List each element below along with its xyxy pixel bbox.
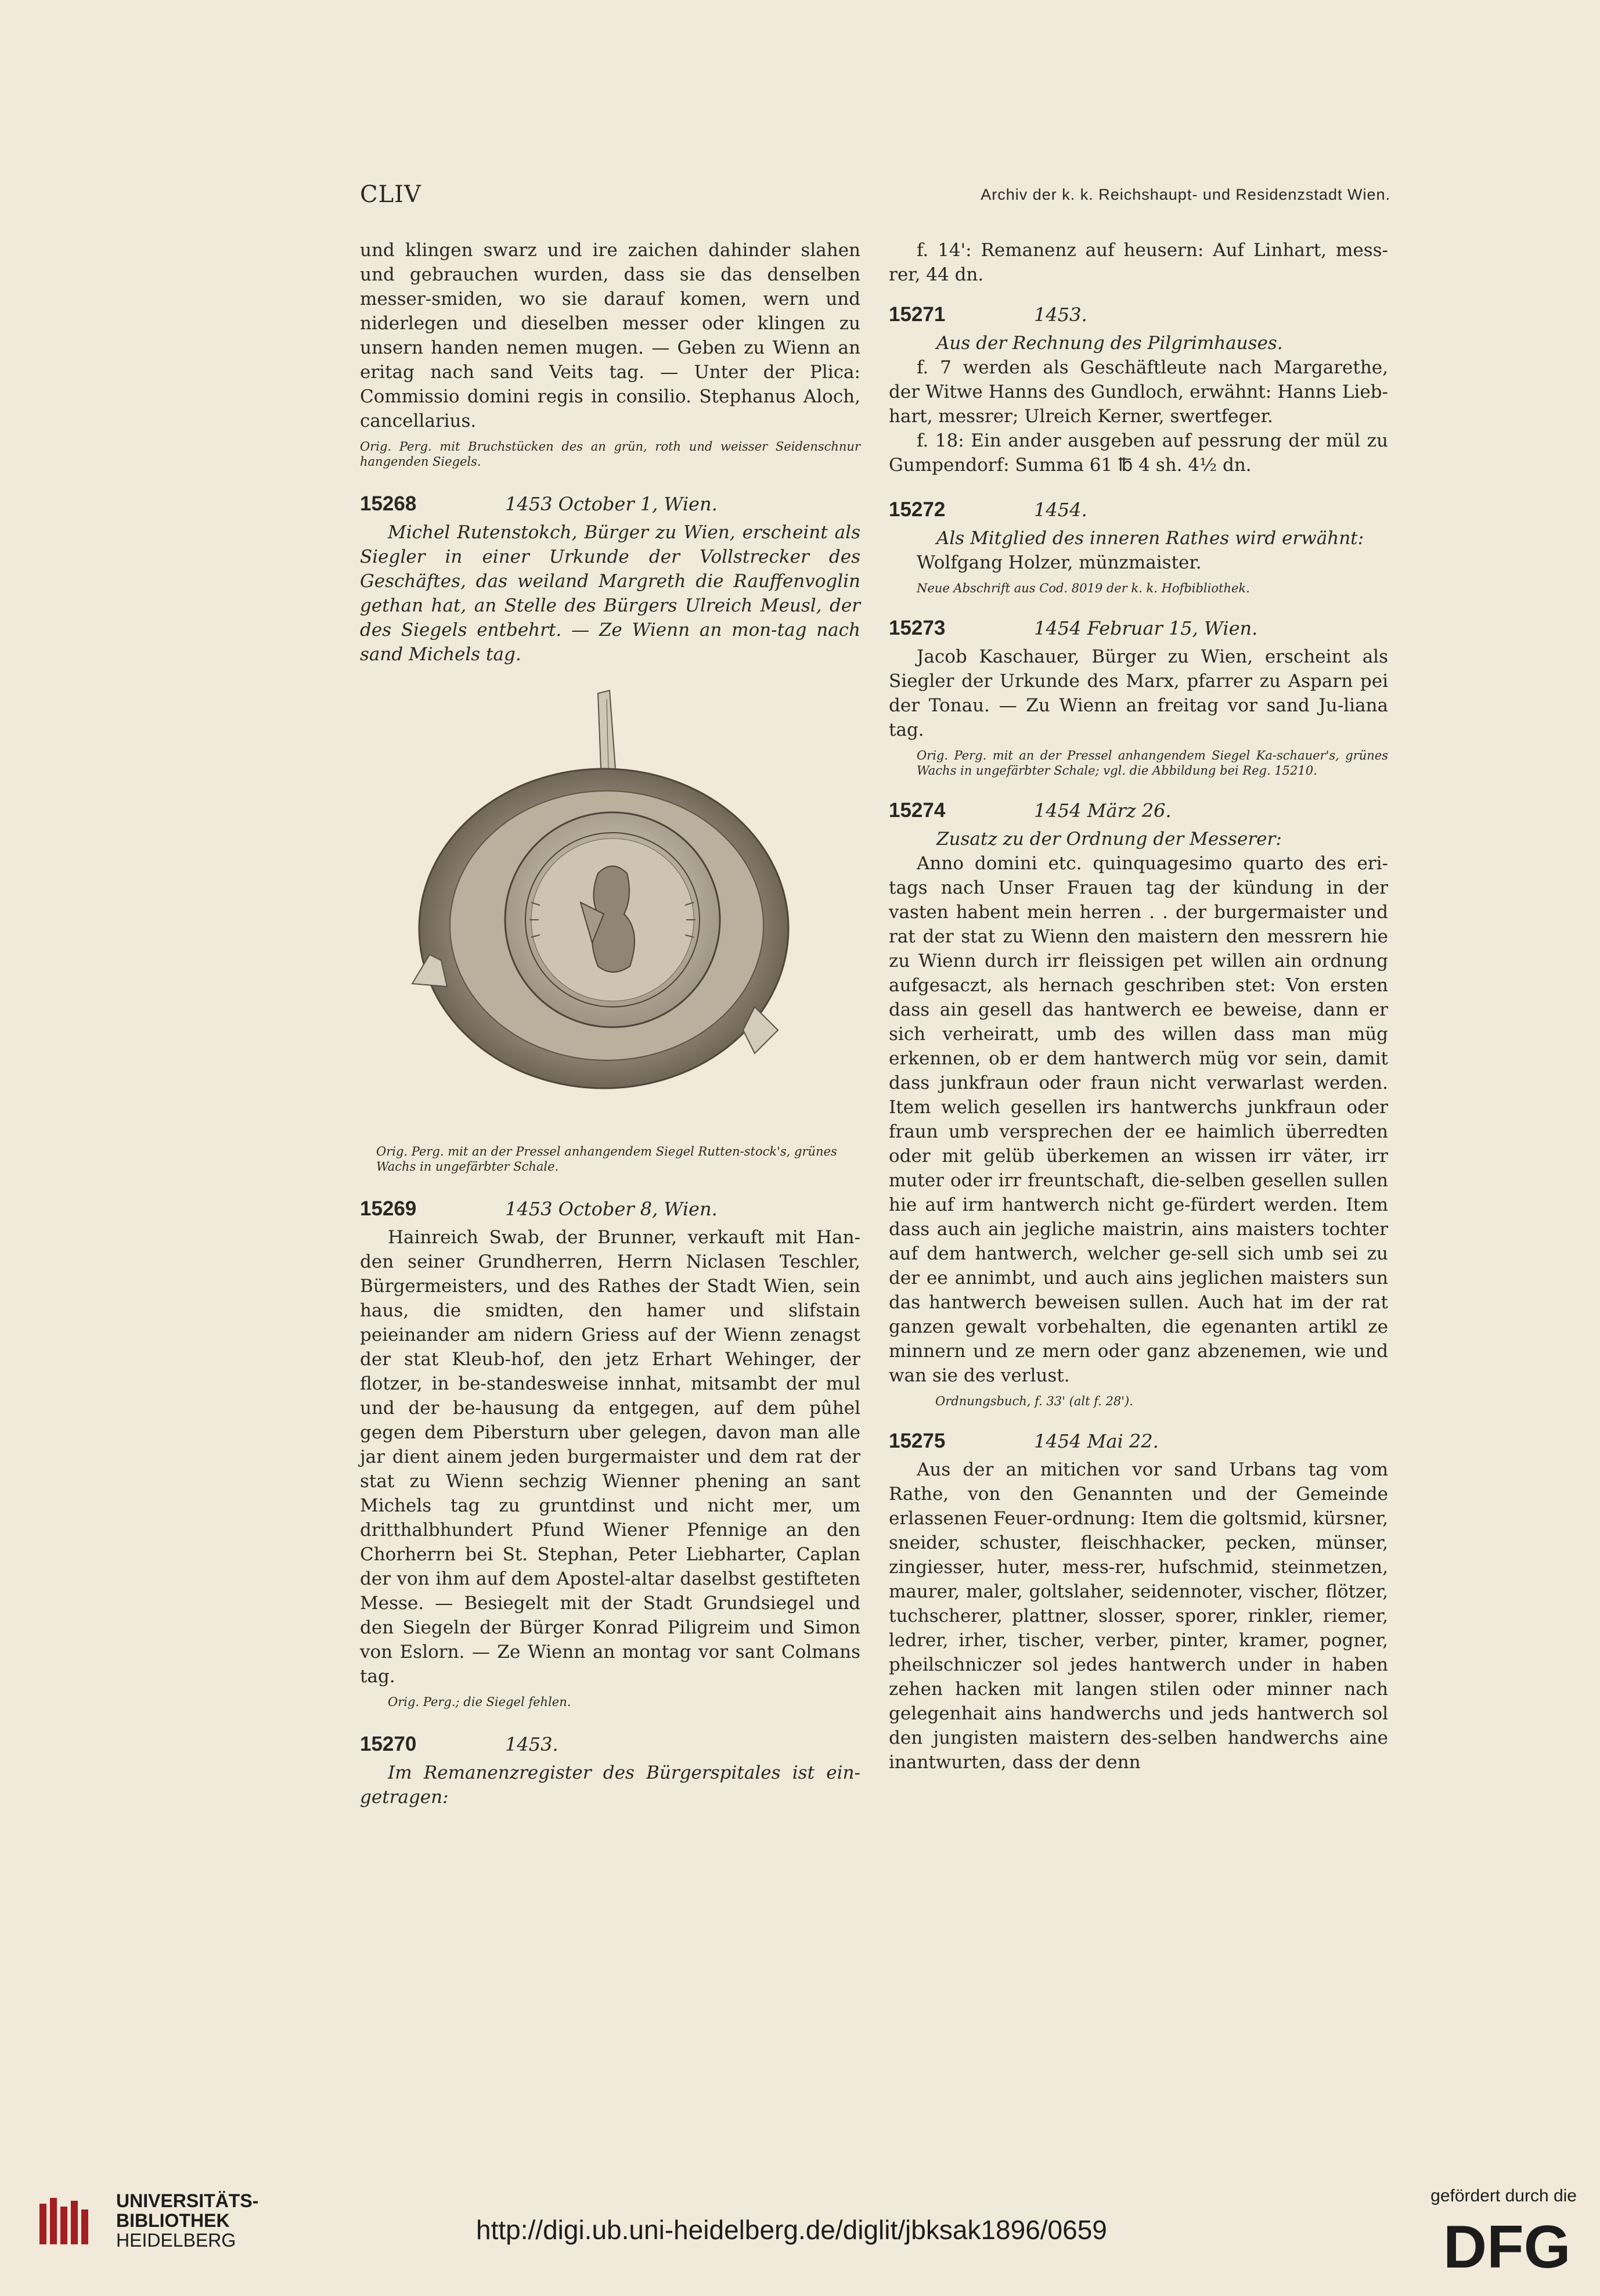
seal-icon: [406, 682, 813, 1123]
regest-15273-text: Jacob Kaschauer, Bürger zu Wien, erscheint als Siegler der Urkunde des Marx, pfarrer zu Asparn pei der Tonau. — Zu Wienn an freitag vor sand Ju-liana tag.: [889, 646, 1388, 740]
svg-text:DFG: DFG: [1443, 2215, 1571, 2273]
regest-15268-text: Michel Rutenstokch, Bürger zu Wien, erscheint als Siegler in einer Urkunde der Vollstrecker des Geschäftes, das weiland Margreth die Rauffenvoglin gethan hat, an Stelle des Bürgers Ulreich Meusl, der des Siegels entbehrt. — Ze Wienn an mon-tag nach sand Michels tag.: [360, 522, 860, 665]
regest-number: 15269: [360, 1197, 417, 1220]
page-header: [360, 181, 1390, 214]
regest-date: 1454 Februar 15, Wien.: [1034, 617, 1258, 639]
regest-15272-heading: [889, 498, 1388, 521]
regest-15271-text-2: f. 18: Ein ander ausgeben auf pessrung der mül zu Gumpendorf: Summa 61 ℔ 4 sh. 4½ dn.: [889, 430, 1388, 476]
library-line-3: HEIDELBERG: [116, 2230, 236, 2251]
regest-date: 1453 October 8, Wien.: [505, 1198, 718, 1220]
regest-15269-note: Orig. Perg.; die Siegel fehlen.: [388, 1695, 571, 1709]
seal-caption: Orig. Perg. mit an der Pressel anhangendem Siegel Rutten-stock's, grünes Wachs in ungefärbter Schale.: [376, 1145, 837, 1174]
regest-15269-text: Hainreich Swab, der Brunner, verkauft mit Han-den seiner Grundherren, Herrn Niclasen Teschler, Bürgermeisters, und des Rathes der Stadt Wien, sein haus, die smidten, den hamer und slifstain peieinander am nidern Griess auf der Wienn zenagst der stat Kleub-hof, den jetz Erhart Wehinger, der flotzer, in be-standesweise innhat, mitsambt der mul und der be-hausung da entgegen, auf dem pûhel gegen dem Pibersturn uber gelegen, davon man alle jar dient ainem jeden burgermaister und dem rat der stat zu Wienn sechzig Wienner phening an sant Michels tag zu gruntdinst und nicht mer, um dritthalbhundert Pfund Wiener Pfennige an den Chorherrn bei St. Stephan, Peter Liebharter, Caplan der von ihm auf dem Apostel-altar daselbst gestifteten Messe. — Besiegelt mit der Stadt Grundsiegel und den Siegeln der Bürger Konrad Piligreim und Simon von Eslorn. — Ze Wienn an montag vor sant Colmans tag.: [360, 1227, 860, 1687]
regest-number: 15270: [360, 1733, 417, 1755]
regest-15271-heading: [889, 303, 1388, 326]
library-line-2: BIBLIOTHEK: [116, 2210, 230, 2231]
regest-15272-text: Wolfgang Holzer, münzmaister.: [917, 552, 1202, 573]
funding-label: gefördert durch die: [1430, 2186, 1577, 2205]
right-intro-text: f. 14': Remanenz auf heusern: Auf Linhart, mess-rer, 44 dn.: [889, 240, 1388, 285]
permalink-url[interactable]: http://digi.ub.uni-heidelberg.de/diglit/jbksak1896/0659: [476, 2215, 1107, 2245]
right-column: [889, 238, 1388, 1775]
regest-number: 15275: [889, 1430, 946, 1452]
regest-15269-heading: [360, 1197, 860, 1221]
regest-15274-heading: [889, 799, 1388, 822]
regest-number: 15271: [889, 303, 946, 326]
university-library-logo-icon: [34, 2192, 98, 2256]
seal-illustration: [360, 682, 860, 1140]
regest-number: 15274: [889, 799, 946, 822]
regest-date: 1454.: [1034, 499, 1087, 521]
viewer-footer: [0, 2180, 1600, 2296]
regest-15275-heading: [889, 1430, 1388, 1453]
running-title: Archiv der k. k. Reichshaupt- und Residenzstadt Wien.: [981, 186, 1390, 203]
regest-15273-note: Orig. Perg. mit an der Pressel anhangendem Siegel Ka-schauer's, grünes Wachs in ungefärbter Schale; vgl. die Abbildung bei Reg. 15210.: [917, 748, 1388, 778]
regest-15268-heading: [360, 492, 860, 516]
university-library-name: [116, 2191, 258, 2250]
regest-15272-note: Neue Abschrift aus Cod. 8019 der k. k. Hofbibliothek.: [917, 581, 1250, 595]
regest-15271-text-1: f. 7 werden als Geschäftleute nach Margarethe, der Witwe Hanns des Gundloch, erwähnt: Hanns Lieb-hart, messrer; Ulreich Kerner, swertfeger.: [889, 357, 1388, 427]
left-intro-note: Orig. Perg. mit Bruchstücken des an grün, roth und weisser Seidenschnur hangenden Siegels.: [360, 440, 860, 469]
regest-15270-text: Im Remanenzregister des Bürgerspitales ist ein-getragen:: [360, 1762, 860, 1808]
regest-15274-note: Ordnungsbuch, f. 33' (alt f. 28').: [935, 1394, 1133, 1408]
regest-15274-text: Anno domini etc. quinquagesimo quarto des eri-tags nach Unser Frauen tag der kündung in der vasten habent mein herren . . der burgermaister und rat der stat zu Wienn den maistern den messrern hie zu Wienn durch irr fleissigen pet willen ain ordnung aufgesaczt, als hernach geschriben stet: Von ersten dass ain gesell das hantwerch ee beweise, dann er sich verheiratt, umb des willen dass man müg erkennen, ob er dem hantwerch müg vor sein, damit dass junkfraun oder fraun nicht verwarlast werden. Item welich gesellen irs hantwerchs junkfraun oder fraun umb versprechen der ee haimlich überredten oder mit gelüb überkemen an wissen irr väter, irr muter oder irr freuntschaft, die-selben gesellen sullen hie auf irm hantwerch nicht ge-fürdert werden. Item dass auch ain jegliche maistrin, ains maisters tochter auf dem hantwerch, welcher ge-sell sich umb sei zu der ee annimbt, und auch ains jeglichen maisters sun das hantwerch beweisen sullen. Auch hat im der rat ganzen gewalt vorbehalten, die egenanten artikl ze minnern und ze mern oder ganz abzenemen, wie und wan sie des verlust.: [889, 853, 1388, 1386]
regest-15270-heading: [360, 1733, 860, 1756]
regest-date: 1453 October 1, Wien.: [505, 493, 718, 515]
regest-number: 15272: [889, 498, 946, 521]
dfg-logo-icon: [1443, 2215, 1577, 2273]
left-column: [360, 238, 860, 1809]
regest-date: 1454 Mai 22.: [1034, 1430, 1159, 1452]
regest-15272-subtitle: Als Mitglied des inneren Rathes wird erwähnt:: [936, 528, 1364, 549]
regest-date: 1453.: [1034, 304, 1087, 326]
regest-number: 15268: [360, 492, 417, 515]
regest-15275-text: Aus der an mitichen vor sand Urbans tag vom Rathe, von den Genannten und der Gemeinde erlassenen Feuer-ordnung: Item die goltsmid, kürsner, sneider, schuster, fleischhacker, pecken, münser, zingiesser, huter, mess-rer, hufschmid, steinmetzen, maurer, maler, goltslaher, seidennoter, vischer, flötzer, tuchscherer, plattner, slosser, sporer, rinkler, riemer, ledrer, irher, tischer, verber, pinter, kramer, pogner, pheilschniczer sol jedes hantwerch under in haben zehen hacken mit langen stilen oder minner nach gelegenhait ains handwerchs und jeds hantwerch sol den jungisten maistern des-selben handwerchs aine inantwurten, dass der denn: [889, 1459, 1388, 1773]
left-intro-text: und klingen swarz und ire zaichen dahinder slahen und gebrauchen wurden, dass sie das denselben messer-smiden, wo sie darauf komen, wern und niderlegen und dieselben messer oder klingen zu unsern handen nemen mugen. — Geben zu Wienn an eritag nach sand Veits tag. — Unter der Plica: Commissio domini regis in consilio. Stephanus Aloch, cancellarius.: [360, 240, 860, 431]
regest-15273-heading: [889, 617, 1388, 640]
page-number: CLIV: [360, 181, 421, 208]
regest-15274-subtitle: Zusatz zu der Ordnung der Messerer:: [936, 829, 1282, 850]
regest-number: 15273: [889, 617, 946, 639]
regest-date: 1453.: [505, 1733, 558, 1755]
regest-date: 1454 März 26.: [1034, 800, 1172, 822]
library-line-1: UNIVERSITÄTS-: [116, 2190, 259, 2211]
regest-15271-subtitle: Aus der Rechnung des Pilgrimhauses.: [936, 333, 1283, 354]
